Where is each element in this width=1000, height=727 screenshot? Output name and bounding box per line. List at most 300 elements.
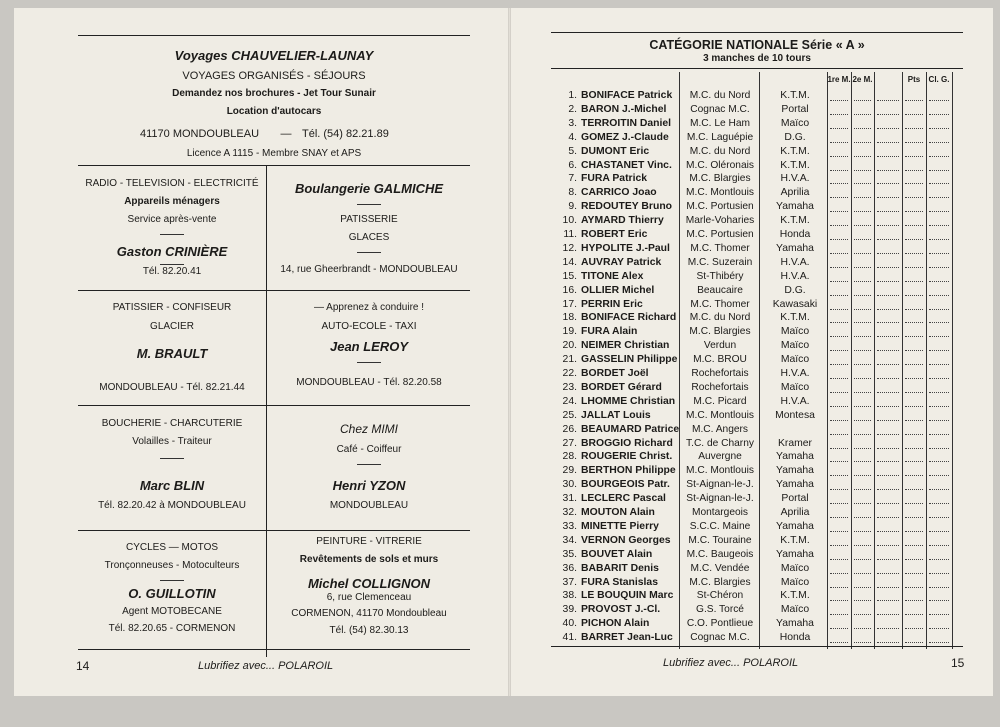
score-cell bbox=[905, 587, 923, 588]
score-cell bbox=[905, 170, 923, 171]
score-cell bbox=[905, 114, 923, 115]
rider-make: Aprilia bbox=[780, 187, 810, 199]
ad-title: Boulangerie GALMICHE bbox=[294, 181, 444, 196]
score-cell bbox=[854, 559, 871, 560]
score-cell bbox=[905, 211, 923, 212]
score-cell bbox=[877, 128, 899, 129]
score-cell bbox=[830, 587, 848, 588]
score-cell bbox=[830, 156, 848, 157]
score-cell bbox=[854, 573, 871, 574]
rule bbox=[78, 165, 470, 166]
rider-make: Maïco bbox=[780, 562, 810, 574]
rider-club: M.C. Baugeois bbox=[686, 548, 754, 560]
score-cell bbox=[877, 364, 899, 365]
score-cell bbox=[929, 531, 949, 532]
score-cell bbox=[929, 322, 949, 323]
score-cell bbox=[830, 406, 848, 407]
top-rule bbox=[551, 32, 963, 33]
score-cell bbox=[929, 225, 949, 226]
rider-number: 39. bbox=[562, 604, 577, 616]
rider-make: D.G. bbox=[784, 284, 806, 296]
rider-name: BEAUMARD Patrice bbox=[581, 423, 680, 435]
score-cell bbox=[929, 295, 949, 296]
rider-make: Yamaha bbox=[776, 201, 814, 213]
column-header: Pts bbox=[907, 75, 921, 84]
rider-name: BABARIT Denis bbox=[581, 562, 659, 574]
rider-number: 12. bbox=[562, 242, 577, 254]
rider-number: 10. bbox=[562, 215, 577, 227]
rider-number: 33. bbox=[562, 520, 577, 532]
score-cell bbox=[830, 267, 848, 268]
score-cell bbox=[929, 128, 949, 129]
rider-make: H.V.A. bbox=[780, 368, 810, 379]
rider-number: 40. bbox=[562, 618, 577, 630]
left-page bbox=[14, 8, 508, 696]
score-cell bbox=[854, 434, 871, 435]
rider-name: AUVRAY Patrick bbox=[581, 256, 662, 268]
score-cell bbox=[830, 614, 848, 615]
rider-name: ROBERT Eric bbox=[581, 229, 648, 240]
rider-name: CHASTANET Vinc. bbox=[581, 159, 672, 171]
rider-number: 14. bbox=[562, 256, 577, 268]
score-cell bbox=[877, 420, 899, 421]
score-cell bbox=[905, 614, 923, 615]
rider-name: NEIMER Christian bbox=[581, 340, 670, 352]
rider-name: BOURGEOIS Patr. bbox=[581, 479, 670, 491]
score-cell bbox=[877, 281, 899, 282]
score-cell bbox=[877, 225, 899, 226]
score-cell bbox=[929, 100, 949, 101]
score-cell bbox=[830, 322, 848, 323]
score-cell bbox=[877, 309, 899, 310]
score-cell bbox=[905, 475, 923, 476]
column-header: 1re M. bbox=[827, 75, 851, 84]
score-cell bbox=[854, 267, 871, 268]
score-cell bbox=[854, 309, 871, 310]
rider-name: BORDET Gérard bbox=[581, 381, 662, 393]
score-cell bbox=[929, 392, 949, 393]
score-cell bbox=[877, 295, 899, 296]
score-cell bbox=[830, 489, 848, 490]
score-cell bbox=[905, 183, 923, 184]
score-cell bbox=[854, 142, 871, 143]
rider-club: M.C. Montlouis bbox=[686, 187, 754, 199]
score-cell bbox=[854, 114, 871, 115]
rider-make: Yamaha bbox=[776, 451, 814, 463]
ad-title: Chez MIMI bbox=[339, 422, 398, 436]
score-cell bbox=[929, 239, 949, 240]
page-number: 14 bbox=[76, 659, 90, 673]
score-cell bbox=[929, 420, 949, 421]
score-cell bbox=[830, 142, 848, 143]
table-column-divider bbox=[679, 72, 680, 649]
rider-club: T.C. de Charny bbox=[686, 437, 754, 449]
score-cell bbox=[854, 156, 871, 157]
rider-club: M.C. BROU bbox=[693, 354, 747, 366]
ad-line: Tronçonneuses - Motoculteurs bbox=[104, 560, 240, 571]
rider-club: M.C. Picard bbox=[693, 395, 747, 407]
score-cell bbox=[929, 350, 949, 351]
page-title: CATÉGORIE NATIONALE Série « A » bbox=[649, 38, 865, 52]
score-cell bbox=[877, 545, 899, 546]
score-cell bbox=[877, 142, 899, 143]
rider-club: M.C. Le Ham bbox=[689, 117, 750, 129]
ad-line: BOUCHERIE - CHARCUTERIE bbox=[101, 418, 243, 429]
score-cell bbox=[905, 350, 923, 351]
rider-club: M.C. Vendée bbox=[690, 562, 750, 574]
rider-club: M.C. Montlouis bbox=[686, 409, 754, 421]
score-cell bbox=[830, 114, 848, 115]
rider-name: CARRICO Joao bbox=[581, 187, 657, 199]
score-cell bbox=[929, 600, 949, 601]
header-rule bbox=[551, 68, 963, 69]
score-cell bbox=[877, 100, 899, 101]
rider-number: 32. bbox=[562, 507, 577, 518]
rider-number: 9. bbox=[568, 201, 577, 213]
rider-make: K.T.M. bbox=[780, 534, 810, 546]
score-cell bbox=[905, 295, 923, 296]
score-cell bbox=[854, 183, 871, 184]
score-cell bbox=[830, 295, 848, 296]
rider-name: MOUTON Alain bbox=[581, 507, 655, 518]
score-cell bbox=[854, 600, 871, 601]
ad-line: RADIO - TELEVISION - ELECTRICITÉ bbox=[85, 178, 259, 189]
score-cell bbox=[905, 225, 923, 226]
score-cell bbox=[877, 170, 899, 171]
score-cell bbox=[877, 156, 899, 157]
ad-address: MONDOUBLEAU - Tél. 82.20.58 bbox=[296, 377, 442, 388]
ad-line: Service après-vente bbox=[127, 214, 217, 225]
ad-line: PATISSERIE bbox=[340, 214, 398, 225]
score-cell bbox=[854, 420, 871, 421]
ad-line: AUTO-ECOLE - TAXI bbox=[321, 321, 417, 332]
score-cell bbox=[905, 378, 923, 379]
score-cell bbox=[905, 100, 923, 101]
score-cell bbox=[830, 642, 848, 643]
score-cell bbox=[830, 559, 848, 560]
score-cell bbox=[854, 392, 871, 393]
score-cell bbox=[905, 489, 923, 490]
rider-name: BONIFACE Richard bbox=[581, 312, 677, 324]
rider-name: GOMEZ J.-Claude bbox=[581, 131, 669, 143]
column-header bbox=[874, 72, 902, 88]
ad-line: Volailles - Traiteur bbox=[132, 436, 212, 447]
score-cell bbox=[929, 156, 949, 157]
bottom-rule bbox=[551, 646, 963, 647]
rider-make: H.V.A. bbox=[780, 395, 810, 407]
score-cell bbox=[929, 170, 949, 171]
rider-number: 27. bbox=[562, 437, 577, 449]
rider-make: Yamaha bbox=[776, 465, 814, 477]
rider-name: PROVOST J.-Cl. bbox=[581, 604, 661, 616]
rider-make: Maïco bbox=[780, 604, 810, 616]
rider-make: Kawasaki bbox=[772, 298, 818, 310]
score-cell bbox=[877, 197, 899, 198]
table-column-divider bbox=[874, 72, 875, 649]
score-cell bbox=[905, 545, 923, 546]
score-cell bbox=[854, 197, 871, 198]
rider-club: M.C. Suzerain bbox=[687, 256, 753, 268]
score-cell bbox=[877, 253, 899, 254]
rule bbox=[78, 405, 470, 406]
score-cell bbox=[830, 392, 848, 393]
rider-name: VERNON Georges bbox=[581, 534, 671, 546]
rider-club: M.C. Laguépie bbox=[686, 131, 754, 143]
score-cell bbox=[854, 239, 871, 240]
score-cell bbox=[830, 364, 848, 365]
score-cell bbox=[905, 461, 923, 462]
score-cell bbox=[929, 587, 949, 588]
rider-make: K.T.M. bbox=[780, 590, 810, 602]
score-cell bbox=[905, 531, 923, 532]
rider-name: LE BOUQUIN Marc bbox=[581, 590, 674, 602]
rider-number: 35. bbox=[562, 548, 577, 560]
rider-club: G.S. Torcé bbox=[696, 604, 744, 616]
separator bbox=[357, 252, 381, 253]
ad-name: Marc BLIN bbox=[139, 478, 205, 493]
rider-make: Montesa bbox=[775, 409, 815, 421]
score-cell bbox=[830, 100, 848, 101]
score-cell bbox=[929, 475, 949, 476]
score-cell bbox=[905, 197, 923, 198]
score-cell bbox=[830, 420, 848, 421]
score-cell bbox=[854, 628, 871, 629]
footer-text: Lubrifiez avec... POLAROIL bbox=[198, 660, 334, 672]
score-cell bbox=[929, 253, 949, 254]
rider-name: LECLERC Pascal bbox=[581, 493, 666, 505]
ad-address: Tél. 82.20.65 - CORMENON bbox=[108, 623, 236, 634]
score-cell bbox=[830, 600, 848, 601]
rider-make: H.V.A. bbox=[780, 270, 810, 282]
rider-name: REDOUTEY Bruno bbox=[581, 201, 673, 213]
rider-club: St-Aignan-le-J. bbox=[686, 479, 754, 491]
score-cell bbox=[854, 614, 871, 615]
rider-number: 29. bbox=[562, 465, 577, 477]
score-cell bbox=[830, 503, 848, 504]
score-cell bbox=[929, 197, 949, 198]
table-column-divider bbox=[926, 72, 927, 649]
rider-name: FURA Patrick bbox=[581, 173, 648, 185]
score-cell bbox=[905, 336, 923, 337]
score-cell bbox=[830, 336, 848, 337]
ad-line: GLACES bbox=[348, 232, 390, 243]
score-cell bbox=[929, 545, 949, 546]
score-cell bbox=[905, 628, 923, 629]
score-cell bbox=[905, 600, 923, 601]
score-cell bbox=[929, 336, 949, 337]
rider-number: 38. bbox=[562, 590, 577, 602]
rider-number: 1. bbox=[568, 90, 577, 101]
rider-number: 22. bbox=[562, 368, 577, 379]
rider-make: Yamaha bbox=[776, 479, 814, 491]
score-cell bbox=[905, 267, 923, 268]
score-cell bbox=[854, 406, 871, 407]
bottom-rule bbox=[78, 649, 470, 650]
score-cell bbox=[830, 239, 848, 240]
rider-name: FURA Stanislas bbox=[581, 576, 658, 588]
score-cell bbox=[905, 128, 923, 129]
rider-club: Rochefortais bbox=[691, 381, 749, 393]
rider-club: S.C.C. Maine bbox=[689, 520, 751, 532]
ad-name: M. BRAULT bbox=[136, 346, 208, 361]
ad-line: Location d'autocars bbox=[226, 106, 322, 117]
ad-phone: Tél. 82.20.41 bbox=[142, 266, 202, 277]
rider-make: Maïco bbox=[780, 117, 810, 129]
rider-number: 28. bbox=[562, 451, 577, 463]
score-cell bbox=[877, 239, 899, 240]
rider-club: St-Aignan-le-J. bbox=[686, 493, 754, 505]
score-cell bbox=[929, 614, 949, 615]
rider-number: 5. bbox=[568, 145, 577, 157]
score-cell bbox=[905, 573, 923, 574]
score-cell bbox=[877, 628, 899, 629]
rider-club: M.C. Touraine bbox=[688, 534, 752, 546]
score-cell bbox=[854, 642, 871, 643]
rider-make: Maïco bbox=[780, 354, 810, 366]
score-cell bbox=[830, 531, 848, 532]
score-cell bbox=[854, 489, 871, 490]
score-cell bbox=[905, 309, 923, 310]
score-cell bbox=[830, 225, 848, 226]
rider-club: M.C. Blargies bbox=[689, 576, 751, 588]
score-cell bbox=[877, 531, 899, 532]
score-cell bbox=[830, 545, 848, 546]
ad-line: Café - Coiffeur bbox=[336, 444, 402, 455]
score-cell bbox=[854, 448, 871, 449]
score-cell bbox=[905, 392, 923, 393]
rider-number: 37. bbox=[562, 576, 577, 588]
rider-make: K.T.M. bbox=[780, 90, 810, 101]
score-cell bbox=[877, 587, 899, 588]
score-cell bbox=[854, 295, 871, 296]
score-cell bbox=[905, 406, 923, 407]
rider-make: Maïco bbox=[780, 381, 810, 393]
rider-number: 26. bbox=[562, 423, 577, 435]
rider-club: St-Thibéry bbox=[696, 270, 744, 282]
rider-club: M.C. du Nord bbox=[689, 312, 751, 324]
score-cell bbox=[830, 350, 848, 351]
rider-make: K.T.M. bbox=[780, 215, 810, 227]
rider-number: 36. bbox=[562, 562, 577, 574]
ad-name: Henri YZON bbox=[332, 478, 406, 493]
score-cell bbox=[854, 211, 871, 212]
score-cell bbox=[929, 267, 949, 268]
rider-number: 23. bbox=[562, 381, 577, 393]
score-cell bbox=[929, 461, 949, 462]
rider-number: 4. bbox=[568, 131, 577, 143]
score-cell bbox=[854, 475, 871, 476]
rider-club: C.O. Pontlieue bbox=[686, 618, 754, 630]
rider-club: Rochefortais bbox=[691, 368, 749, 379]
rider-club: Verdun bbox=[703, 340, 737, 352]
ad-line: Demandez nos brochures - Jet Tour Sunair bbox=[172, 88, 376, 99]
rider-name: AYMARD Thierry bbox=[581, 215, 664, 227]
rider-club: M.C. Portusien bbox=[686, 201, 754, 213]
score-cell bbox=[905, 364, 923, 365]
rider-make: D.G. bbox=[784, 131, 806, 143]
ad-license: Licence A 1115 - Membre SNAY et APS bbox=[186, 148, 362, 159]
separator bbox=[160, 580, 184, 581]
rider-make: Honda bbox=[779, 632, 811, 644]
score-cell bbox=[929, 142, 949, 143]
rider-club: M.C. Montlouis bbox=[686, 465, 754, 477]
score-cell bbox=[830, 170, 848, 171]
separator bbox=[357, 362, 381, 363]
ad-line: PATISSIER - CONFISEUR bbox=[112, 302, 232, 313]
rider-name: PERRIN Eric bbox=[581, 298, 643, 310]
score-cell bbox=[905, 253, 923, 254]
ad-address: Tél. 82.20.42 à MONDOUBLEAU bbox=[98, 500, 246, 511]
ad-line: CORMENON, 41170 Mondoubleau bbox=[291, 608, 447, 619]
ad-line: VOYAGES ORGANISÉS - SÉJOURS bbox=[182, 70, 366, 82]
score-cell bbox=[830, 475, 848, 476]
score-cell bbox=[877, 573, 899, 574]
score-cell bbox=[830, 461, 848, 462]
score-cell bbox=[854, 336, 871, 337]
score-cell bbox=[929, 309, 949, 310]
score-cell bbox=[905, 281, 923, 282]
ad-line: — Apprenez à conduire ! bbox=[313, 302, 425, 313]
ad-line: PEINTURE - VITRERIE bbox=[316, 536, 422, 547]
ad-line: 6, rue Clemenceau bbox=[326, 592, 412, 603]
score-cell bbox=[929, 378, 949, 379]
rider-name: GASSELIN Philippe bbox=[581, 354, 678, 366]
rider-number: 41. bbox=[562, 632, 577, 644]
rider-name: BROGGIO Richard bbox=[581, 437, 673, 449]
ad-name: O. GUILLOTIN bbox=[128, 586, 216, 601]
rider-club: M.C. Blargies bbox=[689, 173, 751, 185]
score-cell bbox=[877, 267, 899, 268]
rider-name: BARON J.-Michel bbox=[581, 103, 667, 115]
score-cell bbox=[877, 448, 899, 449]
table-column-divider bbox=[952, 72, 953, 649]
rider-name: BARRET Jean-Luc bbox=[581, 632, 673, 644]
rider-number: 21. bbox=[562, 354, 577, 366]
score-cell bbox=[830, 573, 848, 574]
rider-club: Beaucaire bbox=[697, 284, 743, 296]
rider-make: Kramer bbox=[777, 437, 813, 449]
ad-line: GLACIER bbox=[150, 321, 194, 332]
score-cell bbox=[877, 406, 899, 407]
right-page bbox=[511, 8, 993, 696]
score-cell bbox=[929, 183, 949, 184]
score-cell bbox=[854, 100, 871, 101]
rider-number: 15. bbox=[562, 270, 577, 282]
rider-make: H.V.A. bbox=[780, 256, 810, 268]
ad-line: Revêtements de sols et murs bbox=[299, 554, 439, 565]
rider-number: 11. bbox=[563, 229, 577, 240]
separator bbox=[160, 234, 184, 235]
ad-name: Michel COLLIGNON bbox=[307, 576, 431, 591]
score-cell bbox=[929, 573, 949, 574]
ad-phone: Tél. (54) 82.21.89 bbox=[302, 128, 389, 140]
score-cell bbox=[929, 489, 949, 490]
score-cell bbox=[905, 642, 923, 643]
rider-name: PICHON Alain bbox=[581, 618, 650, 630]
rider-number: 7. bbox=[568, 173, 577, 185]
rider-make: Aprilia bbox=[780, 507, 810, 518]
score-cell bbox=[877, 392, 899, 393]
score-cell bbox=[905, 434, 923, 435]
rider-make: Yamaha bbox=[776, 520, 814, 532]
top-rule bbox=[78, 35, 470, 36]
score-cell bbox=[854, 378, 871, 379]
ad-address: 41170 MONDOUBLEAU bbox=[140, 128, 260, 140]
rider-make: Maïco bbox=[780, 576, 810, 588]
rider-name: FURA Alain bbox=[581, 326, 638, 338]
page-number: 15 bbox=[951, 656, 965, 670]
score-cell bbox=[929, 559, 949, 560]
